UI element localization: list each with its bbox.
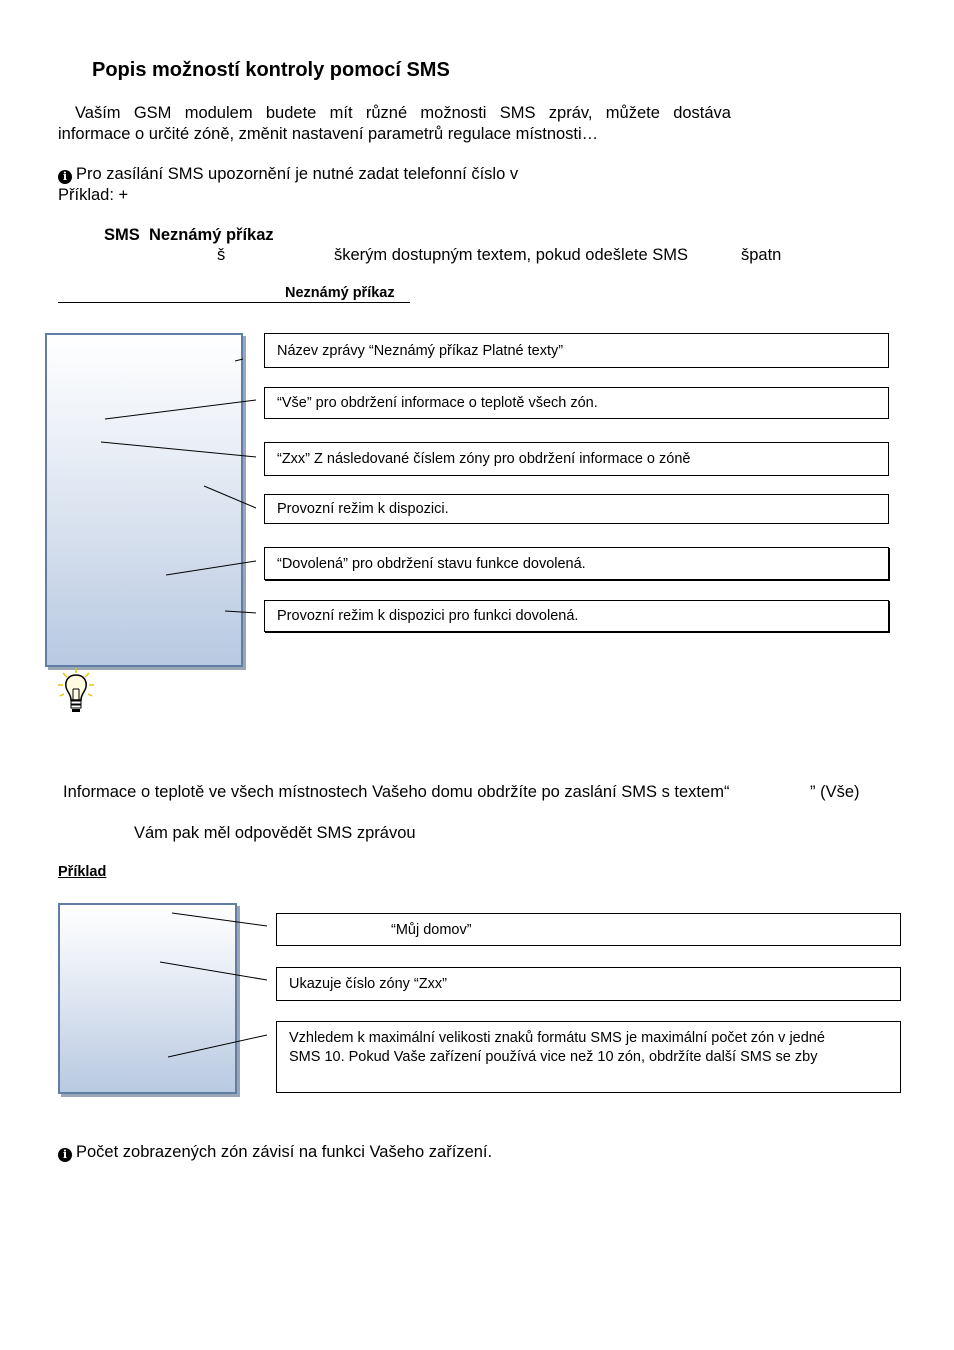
callout-text: “Zxx” Z následované číslem zóny pro obdržení informace o zóně: [277, 451, 691, 467]
callout-home-name: [276, 913, 901, 946]
section-unknown-command-title: [104, 226, 274, 245]
note-zone-count: [58, 1143, 492, 1162]
example1-label: Neznámý příkaz: [285, 285, 395, 301]
callout-all-zones: [264, 387, 889, 419]
intro-line-1: Vaším GSM modulem budete mít různé možnosti SMS zpráv, můžete dostáva: [75, 104, 731, 122]
sms-phone-screen-1: [45, 333, 243, 667]
section2-line-2: Vám pak měl odpovědět SMS zprávou: [134, 824, 416, 842]
callout-holiday-mode: [264, 600, 889, 632]
callout-zone-display: [276, 967, 901, 1001]
lightbulb-icon: [57, 667, 95, 717]
callout-text: Název zprávy “Neznámý příkaz Platné texty”: [277, 342, 564, 359]
page-title: Popis možností kontroly pomocí SMS: [92, 59, 450, 81]
example2-label: Příklad: [58, 864, 107, 880]
section1-fragment-1: š: [217, 246, 226, 264]
section1-fragment-2: škerým dostupným textem, pokud odešlete SMS: [334, 246, 688, 264]
callout-text: “Můj domov”: [391, 921, 472, 938]
sms-phone-screen-2: [58, 903, 237, 1094]
callout-text-line-2: SMS 10. Pokud Vaše zařízení používá vice než 10 zón, obdržíte další SMS se zby: [289, 1049, 818, 1065]
callout-text: “Vše” pro obdržení informace o teplotě všech zón.: [277, 395, 598, 411]
info-icon: i: [58, 1148, 72, 1162]
section-title-text: Neznámý příkaz: [148, 226, 274, 244]
section2-line-1b: ” (Vše): [810, 783, 860, 801]
callout-text: Ukazuje číslo zóny “Zxx”: [289, 976, 447, 992]
callout-text: Provozní režim k dispozici.: [277, 501, 449, 517]
callout-text: Provozní režim k dispozici pro funkci dovolená.: [277, 608, 579, 624]
callout-zone-number: [264, 442, 889, 476]
note-example-number: Příklad: +: [58, 186, 129, 204]
note-sms-number-text: Pro zasílání SMS upozornění je nutné zadat telefonní číslo v: [76, 165, 519, 183]
callout-operating-mode: [264, 494, 889, 524]
callout-holiday: [264, 547, 889, 580]
callout-text: “Dovolená” pro obdržení stavu funkce dovolená.: [277, 555, 586, 572]
note-zone-count-text: Počet zobrazených zón závisí na funkci Vašeho zařízení.: [76, 1143, 493, 1161]
intro-line-2: informace o určité zóně, změnit nastavení parametrů regulace místnosti…: [58, 125, 599, 143]
callout-message-name: [264, 333, 889, 368]
info-icon: i: [58, 170, 72, 184]
note-sms-number: [58, 165, 518, 184]
section-title-prefix: SMS: [104, 226, 140, 244]
example1-underline: [58, 302, 410, 303]
callout-zone-limit: [276, 1021, 901, 1093]
section2-line-1a: Informace o teplotě ve všech místnostech Vašeho domu obdržíte po zaslání SMS s textem“: [63, 783, 730, 801]
section1-fragment-3: špatn: [741, 246, 782, 264]
callout-text-line-1: Vzhledem k maximální velikosti znaků formátu SMS je maximální počet zón v jedné: [289, 1030, 825, 1046]
